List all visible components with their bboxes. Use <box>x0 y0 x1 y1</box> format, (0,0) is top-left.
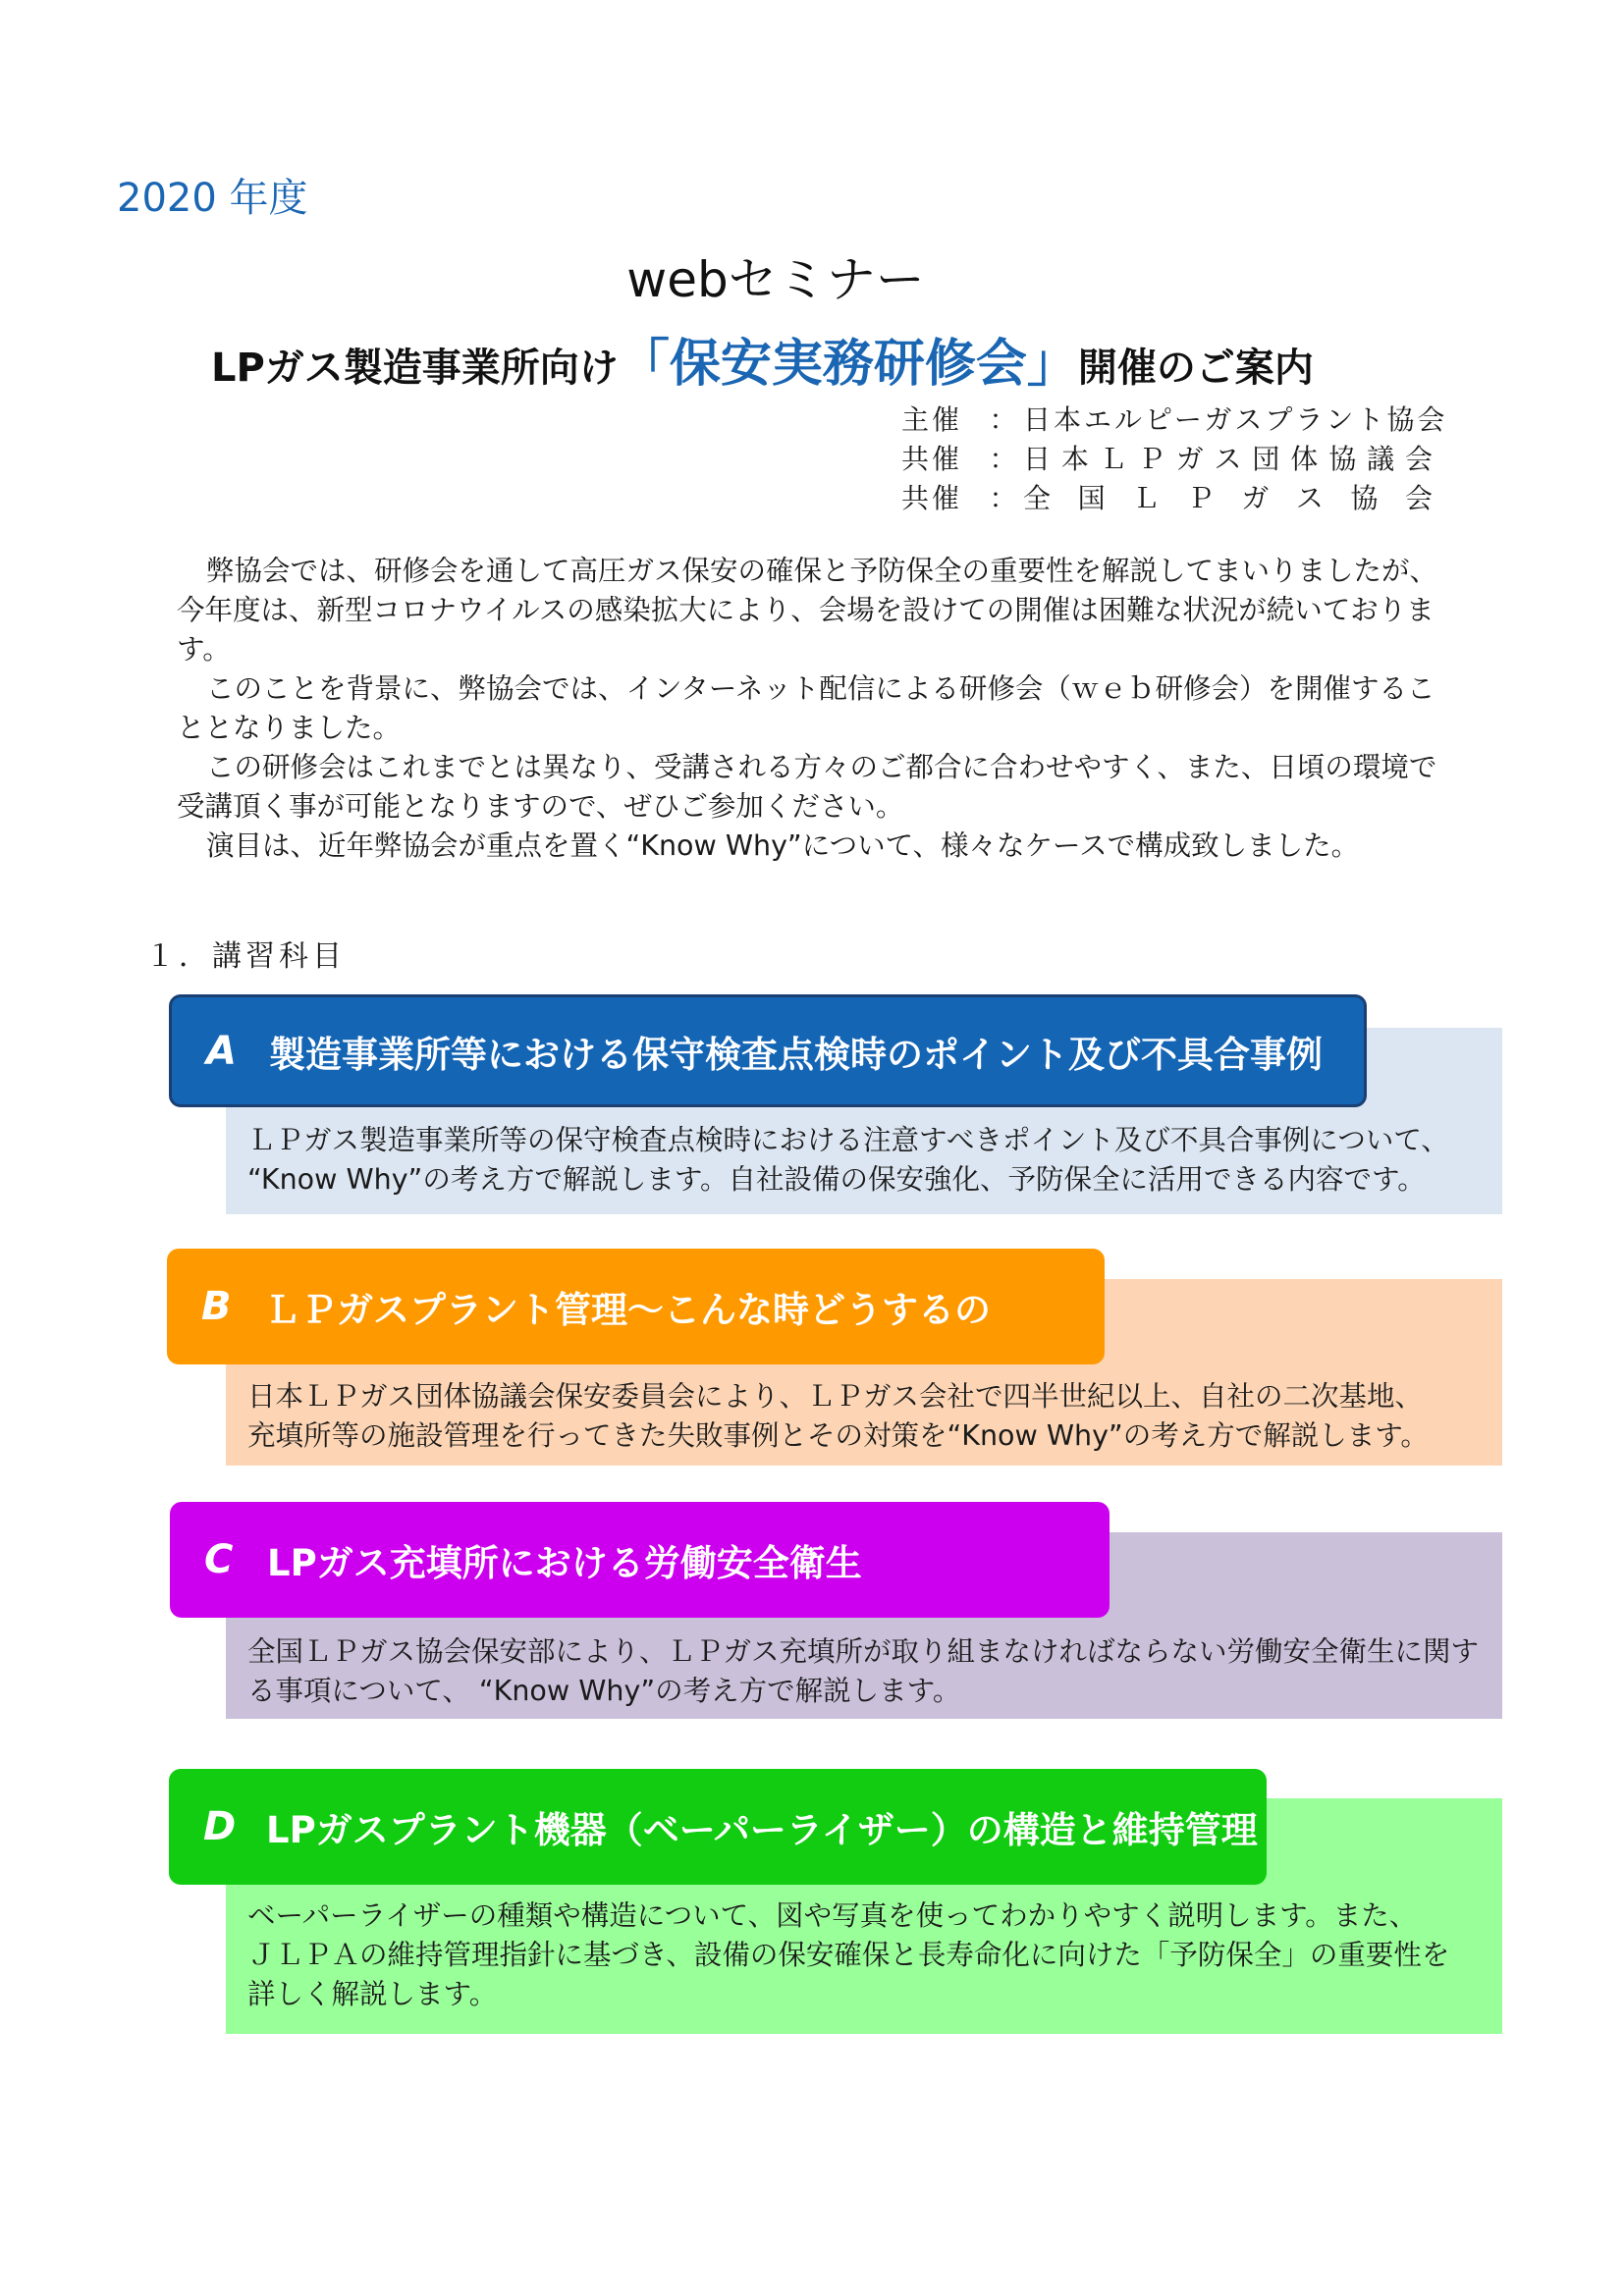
organizer-name: 全国ＬＰガス協会 <box>1023 482 1435 514</box>
organizer-cohost-2 <box>901 477 1435 516</box>
intro-paragraph: この研修会はこれまでとは異なり、受講される方々のご都合に合わせやすく、また、日頃の環境で受講頂く事が可能となりますので、ぜひご参加ください。 <box>177 751 1437 823</box>
organizer-cohost-1 <box>901 438 1435 477</box>
organizer-name: 日本エルピーガスプラント協会 <box>1023 403 1448 436</box>
intro-paragraph: このことを背景に、弊協会では、インターネット配信による研修会（ｗｅｂ研修会）を開催することとなりました。 <box>177 672 1435 744</box>
organizer-name: 日本ＬＰガス団体協議会 <box>1023 443 1435 475</box>
description-line: 詳しく解説します。 <box>247 1978 498 2010</box>
description-line: ＬＰガス製造事業所等の保守検査点検時における注意すべきポイント及び不具合事例について、 <box>247 1124 1449 1156</box>
course-description <box>247 1377 1483 1456</box>
subtitle-prefix: LPガス製造事業所向け <box>211 346 619 391</box>
organizer-role: 主催 <box>901 403 963 436</box>
description-line: “Know Why”の考え方で解説します。自社設備の保安強化、予防保全に活用できる内容です。 <box>247 1163 1426 1196</box>
course-letter: A <box>206 1028 237 1074</box>
course-tab-b <box>167 1249 1105 1364</box>
course-letter: D <box>203 1804 237 1849</box>
intro-text <box>177 552 1453 866</box>
course-title: ＬＰガスプラント管理～こんな時どうするの <box>264 1289 991 1331</box>
course-description <box>247 1632 1483 1711</box>
page-title: webセミナー <box>626 251 925 308</box>
organizer-sep: ： <box>989 482 1020 514</box>
organizer-sep: ： <box>989 443 1020 475</box>
fiscal-year: 2020 年度 <box>117 176 308 221</box>
description-line: 全国ＬＰガス協会保安部により、ＬＰガス充填所が取り組まなければならない労働安全衛生に関す <box>247 1635 1480 1668</box>
course-description <box>247 1896 1483 2014</box>
intro-paragraph: 弊協会では、研修会を通して高圧ガス保安の確保と予防保全の重要性を解説してまいりましたが、今年度は、新型コロナウイルスの感染拡大により、会場を設けての開催は困難な状況が続いております。 <box>177 555 1438 666</box>
organizer-host <box>901 399 1448 438</box>
description-line: 日本ＬＰガス団体協議会保安委員会により、ＬＰガス会社で四半世紀以上、自社の二次基地、 <box>247 1380 1424 1413</box>
description-line: ＪＬＰＡの維持管理指針に基づき、設備の保安確保と長寿命化に向けた「予防保全」の重要性を <box>247 1939 1450 1971</box>
intro-paragraph: 演目は、近年弊協会が重点を置く“Know Why”について、様々なケースで構成致しました。 <box>206 829 1360 862</box>
subtitle-suffix: 開催のご案内 <box>1077 346 1314 391</box>
description-line: ベーパーライザーの種類や構造について、図や写真を使ってわかりやすく説明します。また、 <box>247 1899 1418 1932</box>
course-letter: C <box>204 1537 234 1582</box>
course-title: LPガス充填所における労働安全衛生 <box>267 1542 862 1584</box>
course-letter: B <box>201 1284 232 1329</box>
description-line: 充填所等の施設管理を行ってきた失敗事例とその対策を“Know Why”の考え方で解説します。 <box>247 1419 1429 1452</box>
subtitle-highlight: 「保安実務研修会」 <box>618 335 1078 394</box>
page-subtitle <box>211 322 1314 396</box>
description-line: る事項について、 “Know Why”の考え方で解説します。 <box>247 1675 961 1707</box>
course-description <box>247 1121 1483 1200</box>
course-tab-d <box>169 1769 1267 1885</box>
course-tab-c <box>170 1502 1110 1618</box>
course-tab-a <box>169 994 1367 1107</box>
organizer-role: 共催 <box>901 443 963 475</box>
organizer-sep: ： <box>989 403 1020 436</box>
course-title: 製造事業所等における保守検査点検時のポイント及び不具合事例 <box>269 1033 1323 1076</box>
organizer-role: 共催 <box>901 482 963 514</box>
course-title: LPガスプラント機器（ベーパーライザー）の構造と維持管理 <box>266 1809 1258 1851</box>
section-heading: １．講習科目 <box>145 939 346 974</box>
